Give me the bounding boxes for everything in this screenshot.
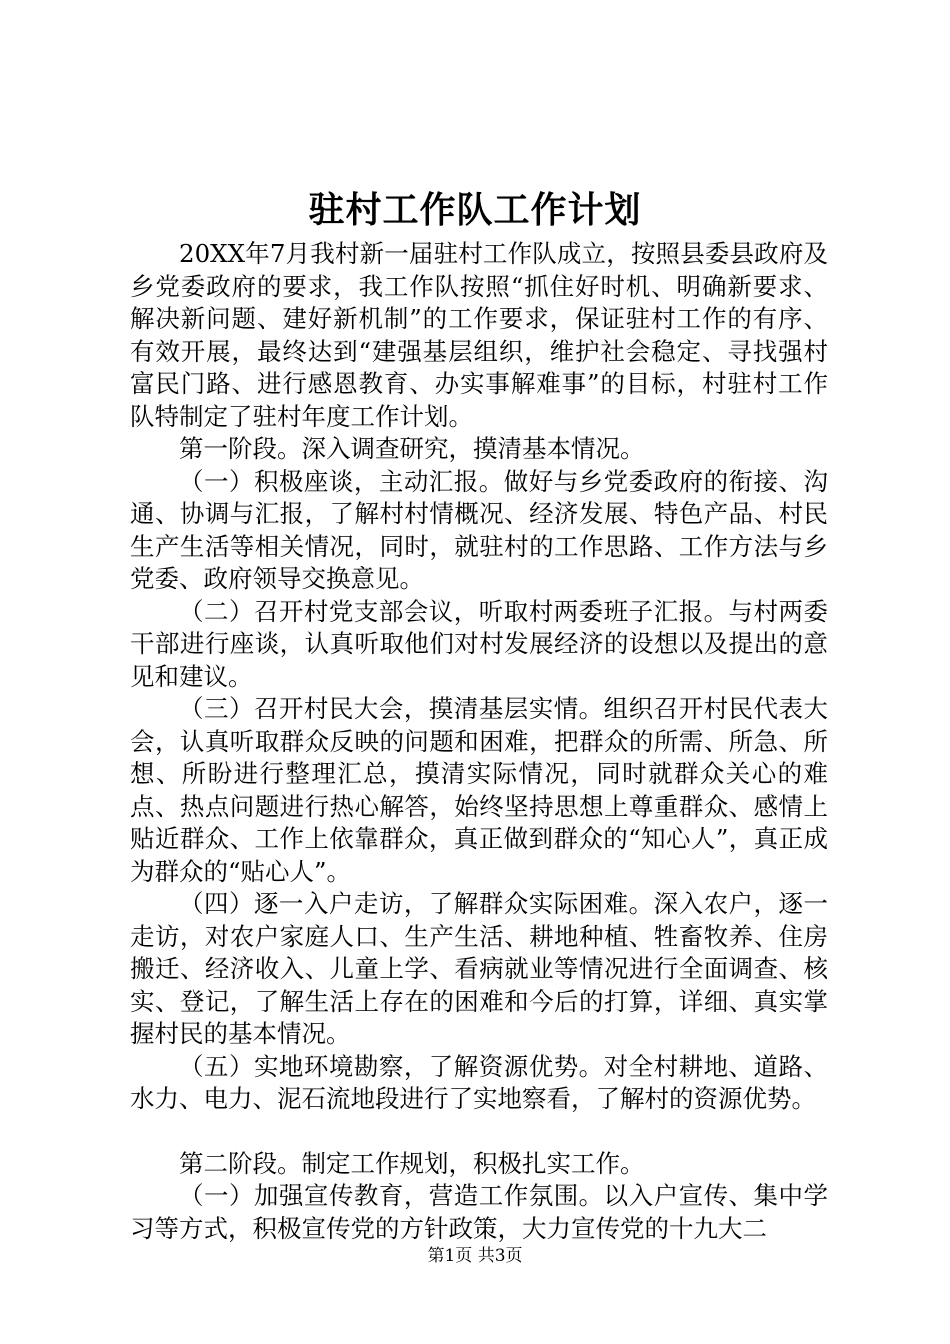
paragraph-stage-two-item-1: （一）加强宣传教育，营造工作氛围。以入户宣传、集中学习等方式，积极宣传党的方针政策，大力宣传党的十九大二 [130, 1181, 828, 1243]
paragraph-stage-two-heading: 第二阶段。制定工作规划，积极扎实工作。 [179, 1148, 645, 1178]
paragraph-stage-one-item-3: （三）召开村民大会，摸清基层实情。组织召开村民代表大会，认真听取群众反映的问题和困难，把群众的所需、所急、所想、所盼进行整理汇总，摸清实际情况，同时就群众关心的难点、热点问题进行热心解答，始终坚持思想上尊重群众、感情上贴近群众、工作上依靠群众，真正做到群众的“知心人”，真正成为群众的“贴心人”。 [130, 694, 828, 886]
paragraph-stage-one-item-5: （五）实地环境勘察，了解资源优势。对全村耕地、道路、水力、电力、泥石流地段进行了实地察看，了解村的资源优势。 [130, 1051, 828, 1113]
paragraph-stage-one-heading: 第一阶段。深入调查研究，摸清基本情况。 [179, 434, 645, 463]
document-body [130, 238, 828, 1245]
document-title: 驻村工作队工作计划 [308, 189, 642, 231]
paragraph-stage-one-item-2: （二）召开村党支部会议，听取村两委班子汇报。与村两委干部进行座谈，认真听取他们对村发展经济的设想以及提出的意见和建议。 [130, 596, 828, 691]
page-number-footer: 第1页 共3页 [427, 1246, 523, 1266]
paragraph-stage-one-item-1: （一）积极座谈，主动汇报。做好与乡党委政府的衔接、沟通、协调与汇报，了解村村情概况、经济发展、特色产品、村民生产生活等相关情况，同时，就驻村的工作思路、工作方法与乡党委、政府领导交换意见。 [130, 466, 828, 593]
paragraph-intro: 20XX年7月我村新一届驻村工作队成立，按照县委县政府及乡党委政府的要求，我工作队按照“抓住好时机、明确新要求、解决新问题、建好新机制”的工作要求，保证驻村工作的有序、有效开展，最终达到“建强基层组织，维护社会稳定、寻找强村富民门路、进行感恩教育、办实事解难事”的目标，村驻村工作队特制定了驻村年度工作计划。 [130, 239, 828, 431]
paragraph-stage-one-item-4: （四）逐一入户走访，了解群众实际困难。深入农户，逐一走访，对农户家庭人口、生产生活、耕地种植、牲畜牧养、住房搬迁、经济收入、儿童上学、看病就业等情况进行全面调查、核实、登记，了解生活上存在的困难和今后的打算，详细、真实掌握村民的基本情况。 [130, 889, 828, 1048]
